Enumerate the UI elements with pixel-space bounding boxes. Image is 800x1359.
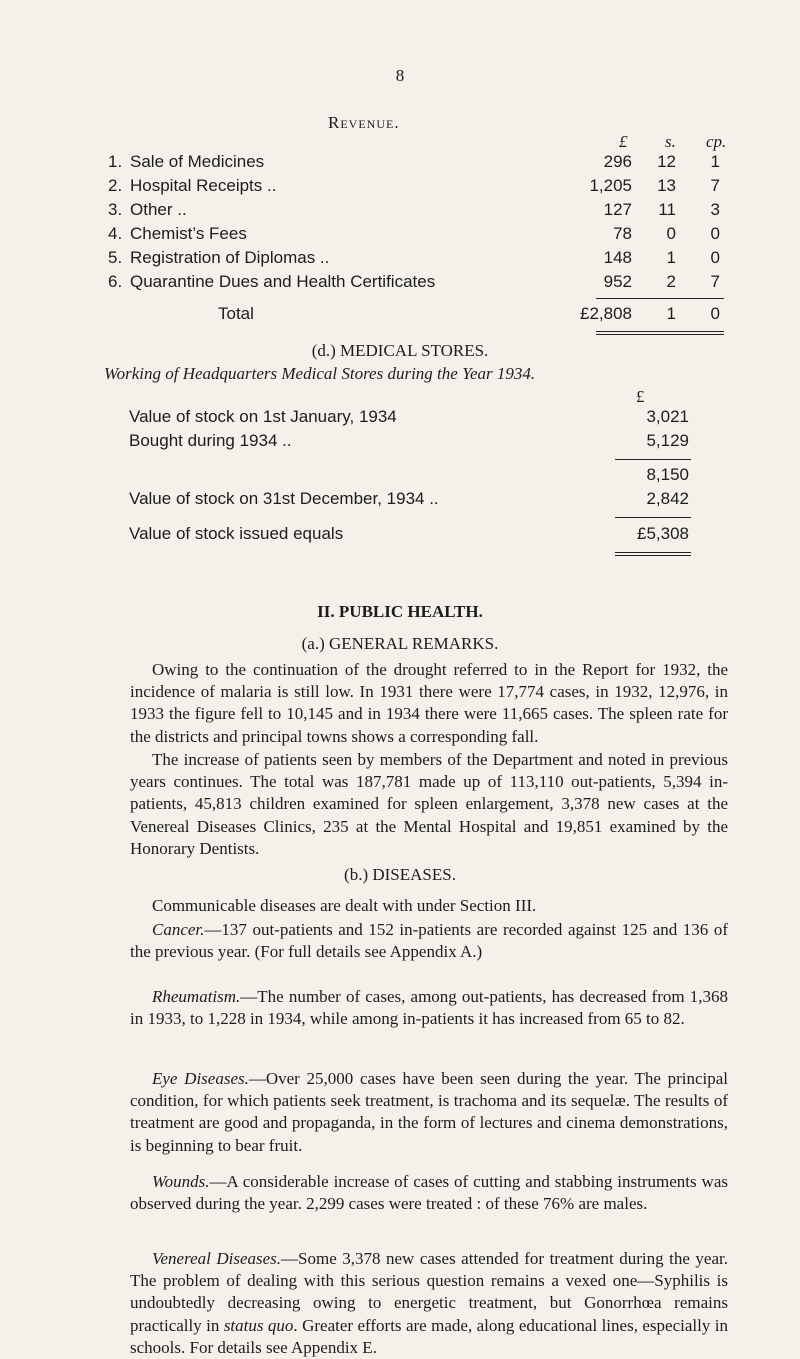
total-double-rule-top xyxy=(596,331,724,332)
stores-row-amount: £5,308 xyxy=(637,524,689,543)
venereal-diseases-title: Venereal Diseases. xyxy=(152,1249,282,1268)
page-number: 8 xyxy=(395,66,405,85)
row-shillings: 13 xyxy=(657,176,676,195)
stores-row-amount: 5,129 xyxy=(646,431,689,450)
rheumatism-paragraph xyxy=(130,986,728,1030)
revenue-row xyxy=(108,152,728,176)
venereal-diseases-text-1: —Some 3,378 new cases attended for treatment during the year. The problem of dealing with this serious question remains a vexed one—Syphilis is undoubtedly decreasing owing to energetic treatment, but Gonorrhœa remains practically in xyxy=(130,1249,728,1335)
stores-second-rule xyxy=(615,517,691,518)
revenue-heading: Revenue. xyxy=(328,113,400,132)
cancer-title: Cancer. xyxy=(152,920,205,939)
communicable-paragraph: Communicable diseases are dealt with under Section III. xyxy=(152,896,537,915)
row-pounds: 127 xyxy=(603,200,632,219)
stores-row-label: Value of stock on 31st December, 1934 .. xyxy=(129,489,439,508)
row-pounds: 296 xyxy=(603,152,632,171)
total-cents: 0 xyxy=(710,304,720,323)
stores-row xyxy=(129,465,699,489)
row-number: 1. xyxy=(108,152,123,171)
subtotal-rule xyxy=(596,298,724,299)
patients-paragraph: The increase of patients seen by members of the Department and noted in previous years continues. The total was 187,781 made up of 113,110 out-patients, 5,394 in-patients, 45,813 children examined for spleen enlargement, 3,378 new cases at the Venereal Diseases Clinics, 235 at the Mental Hospital and 19,851 examined by the Honorary Dentists. xyxy=(130,750,728,858)
shillings-column-header: s. xyxy=(665,132,676,151)
stores-row-amount: 8,150 xyxy=(646,465,689,484)
row-pounds: 78 xyxy=(613,224,632,243)
row-label: Hospital Receipts .. xyxy=(130,176,277,195)
row-shillings: 0 xyxy=(666,224,676,243)
stores-row xyxy=(129,524,699,548)
row-shillings: 1 xyxy=(666,248,676,267)
venereal-diseases-paragraph xyxy=(130,1248,728,1359)
wounds-text: —A considerable increase of cases of cutting and stabbing instruments was observed during the year. 2,299 cases were treated : of these 76% are males. xyxy=(130,1172,728,1214)
row-number: 2. xyxy=(108,176,123,195)
row-shillings: 11 xyxy=(658,200,676,219)
row-cents: 0 xyxy=(710,224,720,243)
row-pounds: 1,205 xyxy=(589,176,632,195)
wounds-title: Wounds. xyxy=(152,1172,210,1191)
revenue-row xyxy=(108,176,728,200)
row-label: Sale of Medicines xyxy=(130,152,265,171)
row-number: 5. xyxy=(108,248,123,267)
diseases-heading: (b.) DISEASES. xyxy=(344,865,456,884)
row-cents: 1 xyxy=(710,152,720,171)
row-cents: 0 xyxy=(710,248,720,267)
row-label: Quarantine Dues and Health Certificates xyxy=(130,272,436,291)
row-label: Registration of Diplomas .. xyxy=(130,248,330,267)
row-cents: 7 xyxy=(710,176,720,195)
row-number: 6. xyxy=(108,272,123,291)
stores-row-label: Value of stock issued equals xyxy=(129,524,344,543)
stores-currency-label: £ xyxy=(636,387,645,406)
row-label: Chemist’s Fees xyxy=(130,224,247,243)
row-pounds: 148 xyxy=(603,248,632,267)
stores-double-rule-bottom xyxy=(615,555,691,556)
wounds-paragraph xyxy=(130,1171,728,1215)
general-remarks-heading: (a.) GENERAL REMARKS. xyxy=(301,634,499,653)
stores-double-rule-top xyxy=(615,552,691,553)
malaria-paragraph: Owing to the continuation of the drought referred to in the Report for 1932, the incidence of malaria is still low. In 1931 there were 17,774 cases, in 1932, 12,976, in 1933 the figure fell to 10,145 and in 1934 there were 11,665 cases. The spleen rate for the districts and principal towns shows a corresponding fall. xyxy=(130,660,728,746)
revenue-row xyxy=(108,200,728,224)
total-double-rule-bottom xyxy=(596,334,724,335)
stores-row xyxy=(129,431,699,455)
stores-row xyxy=(129,489,699,513)
total-label: Total xyxy=(218,304,254,323)
row-shillings: 12 xyxy=(657,152,676,171)
row-number: 4. xyxy=(108,224,123,243)
total-shillings: 1 xyxy=(666,304,676,323)
stores-row-amount: 2,842 xyxy=(646,489,689,508)
revenue-row xyxy=(108,272,728,296)
rheumatism-text: —The number of cases, among out-patients, has decreased from 1,368 in 1933, to 1,228 in 1934, while among in-patients it has increased from 65 to 82. xyxy=(130,987,728,1029)
stores-row-label: Bought during 1934 .. xyxy=(129,431,292,450)
revenue-row xyxy=(108,248,728,272)
row-label: Other .. xyxy=(130,200,187,219)
stores-row-amount: 3,021 xyxy=(646,407,689,426)
eye-diseases-text: —Over 25,000 cases have been seen during the year. The principal condition, for which patients seek treatment, is trachoma and its sequelæ. The results of treatment are good and propaganda, in the form of lectures and cinema demonstrations, is beginning to bear fruit. xyxy=(130,1069,728,1155)
cents-column-header: cp. xyxy=(706,132,727,151)
medical-stores-heading: (d.) MEDICAL STORES. xyxy=(311,341,489,360)
row-number: 3. xyxy=(108,200,123,219)
row-shillings: 2 xyxy=(666,272,676,291)
eye-diseases-title: Eye Diseases. xyxy=(152,1069,249,1088)
row-pounds: 952 xyxy=(603,272,632,291)
row-cents: 3 xyxy=(710,200,720,219)
medical-stores-subheading: Working of Headquarters Medical Stores during the Year 1934. xyxy=(104,364,536,383)
cancer-paragraph xyxy=(130,919,728,963)
total-pounds: £2,808 xyxy=(580,304,632,323)
revenue-row xyxy=(108,224,728,248)
venereal-diseases-text-2: . Greater efforts are made, along educational lines, especially in schools. For details see Appendix E. xyxy=(130,1315,728,1357)
rheumatism-title: Rheumatism. xyxy=(152,987,241,1006)
stores-subtotal-rule xyxy=(615,459,691,460)
status-quo-phrase: status quo xyxy=(223,1315,294,1335)
public-health-heading: II. PUBLIC HEALTH. xyxy=(317,602,483,621)
pounds-column-header: £ xyxy=(619,132,628,151)
revenue-total-row xyxy=(108,304,728,328)
cancer-text: —137 out-patients and 152 in-patients are recorded against 125 and 136 of the previous year. (For full details see Appendix A.) xyxy=(130,920,728,962)
eye-diseases-paragraph xyxy=(130,1068,728,1157)
stores-row-label: Value of stock on 1st January, 1934 xyxy=(129,407,397,426)
row-cents: 7 xyxy=(710,272,720,291)
stores-row xyxy=(129,407,699,431)
